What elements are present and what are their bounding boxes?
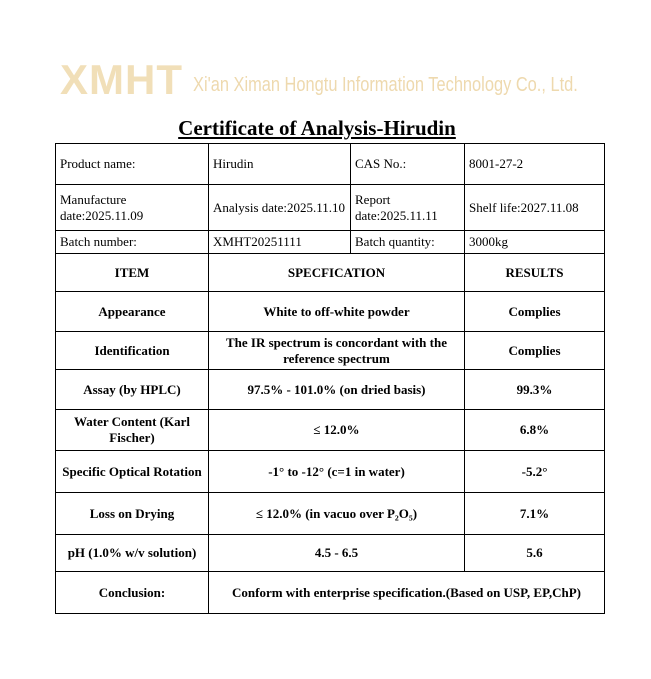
shelf-life: Shelf life:2027.11.08 <box>465 185 605 231</box>
company-name: Xi'an Ximan Hongtu Information Technology Co., Ltd. <box>193 74 578 96</box>
table-row <box>56 535 605 572</box>
test-result: Complies <box>465 332 605 370</box>
test-result: 5.6 <box>465 535 605 572</box>
product-name-label: Product name: <box>56 144 209 185</box>
batch-quantity-value: 3000kg <box>465 231 605 254</box>
test-result: 99.3% <box>465 370 605 410</box>
table-row <box>56 493 605 535</box>
conclusion-label: Conclusion: <box>56 572 209 614</box>
batch-number-value: XMHT20251111 <box>209 231 351 254</box>
test-result: -5.2° <box>465 451 605 493</box>
test-result: Complies <box>465 292 605 332</box>
test-result: 6.8% <box>465 410 605 451</box>
test-result: 7.1% <box>465 493 605 535</box>
conclusion-row <box>56 572 605 614</box>
conclusion-text: Conform with enterprise specification.(Based on USP, EP,ChP) <box>209 572 605 614</box>
test-item: Appearance <box>56 292 209 332</box>
test-spec: White to off-white powder <box>209 292 465 332</box>
cas-value: 8001-27-2 <box>465 144 605 185</box>
table-row <box>56 410 605 451</box>
test-spec: -1° to -12° (c=1 in water) <box>209 451 465 493</box>
product-name-value: Hirudin <box>209 144 351 185</box>
cas-label: CAS No.: <box>351 144 465 185</box>
column-header-row <box>56 254 605 292</box>
report-date: Report date:2025.11.11 <box>351 185 465 231</box>
company-logo: XMHT <box>60 56 183 103</box>
analysis-date: Analysis date:2025.11.10 <box>209 185 351 231</box>
info-row-dates <box>56 185 605 231</box>
batch-number-label: Batch number: <box>56 231 209 254</box>
table-row <box>56 370 605 410</box>
table-row <box>56 451 605 493</box>
manufacture-date: Manufacture date:2025.11.09 <box>56 185 209 231</box>
test-item: Loss on Drying <box>56 493 209 535</box>
table-row <box>56 292 605 332</box>
test-item: pH (1.0% w/v solution) <box>56 535 209 572</box>
coa-table <box>55 143 605 614</box>
batch-quantity-label: Batch quantity: <box>351 231 465 254</box>
info-row-product <box>56 144 605 185</box>
column-header-results: RESULTS <box>465 254 605 292</box>
test-item: Water Content (Karl Fischer) <box>56 410 209 451</box>
table-row <box>56 332 605 370</box>
test-item: Assay (by HPLC) <box>56 370 209 410</box>
test-item: Specific Optical Rotation <box>56 451 209 493</box>
test-spec: 4.5 - 6.5 <box>209 535 465 572</box>
test-spec: 97.5% - 101.0% (on dried basis) <box>209 370 465 410</box>
page-title: Certificate of Analysis-Hirudin <box>178 116 456 140</box>
column-header-spec: SPECFICATION <box>209 254 465 292</box>
info-row-batch <box>56 231 605 254</box>
company-header <box>60 57 620 101</box>
test-spec: ≤ 12.0% (in vacuo over P₂O₅) <box>209 493 465 535</box>
test-item: Identification <box>56 332 209 370</box>
test-spec: The IR spectrum is concordant with the reference spectrum <box>209 332 465 370</box>
column-header-item: ITEM <box>56 254 209 292</box>
test-spec: ≤ 12.0% <box>209 410 465 451</box>
